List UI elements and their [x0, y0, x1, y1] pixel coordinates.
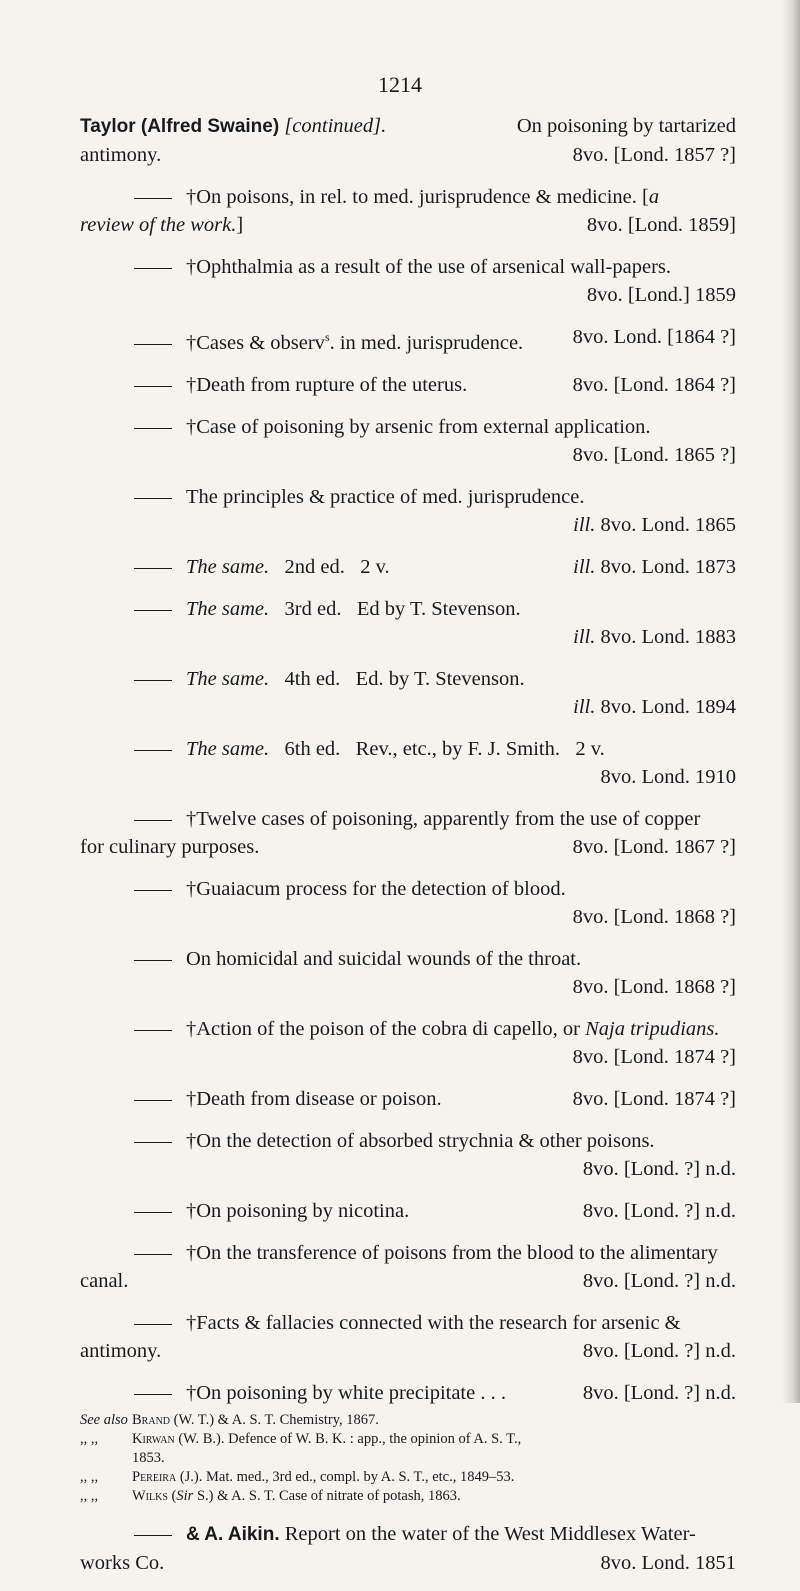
- ditto-dash: [134, 1535, 172, 1536]
- entry-imprint: 8vo. [Lond. ?] n.d.: [582, 1339, 736, 1362]
- entry-edition: 2nd ed. 2 v.: [284, 555, 390, 578]
- entry-imprint: 8vo. [Lond. ?] n.d.: [582, 1269, 736, 1292]
- ditto-dash: [134, 1212, 172, 1213]
- entry-14: [80, 1015, 736, 1071]
- see-also-row: [80, 1468, 736, 1487]
- ditto-dash: [134, 498, 172, 499]
- entry-title-cont: antimony.: [80, 1339, 162, 1362]
- continued-note: [continued].: [284, 115, 387, 137]
- entry-imprint: 8vo. [Lond. ?] n.d.: [582, 1381, 736, 1404]
- entry-title: †On poisoning by nicotina.: [186, 1199, 410, 1222]
- entry-8: [80, 595, 736, 651]
- entry-title-italic: review of the work.: [80, 214, 237, 236]
- entry-title-cont: . in med. jurisprudence.: [329, 331, 524, 354]
- entry-imprint: 8vo. Lond. 1851: [600, 1551, 736, 1574]
- entry-bracket: ]: [236, 214, 244, 236]
- entry-imprint: 8vo. [Lond. 1874 ?]: [572, 1087, 736, 1110]
- entry-imprint: 8vo. [Lond. 1874 ?]: [572, 1045, 736, 1068]
- entry-title: On poisoning by tartarized: [516, 115, 736, 137]
- ditto-dash: [134, 344, 172, 345]
- entry-title-cont: works Co.: [80, 1551, 165, 1574]
- ref-name: Kirwan: [132, 1430, 175, 1447]
- entry-9: [80, 665, 736, 721]
- entry-same: The same.: [186, 667, 270, 690]
- entry-11: [80, 805, 736, 861]
- ref-title: Sir: [176, 1487, 194, 1504]
- entry-superscript: s: [324, 330, 330, 344]
- entry-6: [80, 483, 736, 539]
- see-also-row: [80, 1411, 736, 1430]
- ditto-dash: [134, 268, 172, 269]
- entry-imprint: 8vo. [Lond. 1859]: [586, 214, 736, 236]
- entry-title: †Action of the poison of the cobra di capello, or: [186, 1017, 586, 1040]
- ditto-dash: [134, 820, 172, 821]
- see-also-row: [80, 1430, 736, 1449]
- entry-title: †Facts & fallacies connected with the research for arsenic &: [186, 1311, 681, 1334]
- ref-paren: (: [167, 1487, 177, 1504]
- entry-10: [80, 735, 736, 791]
- entry-title: †On the detection of absorbed strychnia & other poisons.: [186, 1129, 655, 1152]
- entry-title-italic: a: [648, 186, 660, 208]
- entry-title: On homicidal and suicidal wounds of the throat.: [186, 947, 582, 970]
- ref-name: Brand: [132, 1411, 171, 1428]
- entry-title: †Death from disease or poison.: [186, 1087, 442, 1110]
- entry-same: The same.: [186, 737, 270, 760]
- entry-title: †Guaiacum process for the detection of blood.: [186, 877, 566, 900]
- entry-title-cont: canal.: [80, 1269, 129, 1292]
- entry-title: †Case of poisoning by arsenic from external application.: [186, 415, 651, 438]
- page-number: 1214: [378, 72, 422, 97]
- entry-imprint: 8vo. [Lond. 1868 ?]: [572, 905, 736, 928]
- ditto-dash: [134, 386, 172, 387]
- entry-imprint: 8vo. [Lond. 1865 ?]: [572, 443, 736, 466]
- see-also-row-cont: 1853.: [132, 1449, 165, 1466]
- entry-16: [80, 1127, 736, 1183]
- entry-title: The principles & practice of med. jurisprudence.: [186, 485, 585, 508]
- entry-ill: ill.: [573, 695, 596, 718]
- ditto-dash: [134, 1324, 172, 1325]
- entry-0: [80, 112, 736, 169]
- entry-12: [80, 875, 736, 931]
- entry-ill: ill.: [573, 513, 596, 536]
- entry-title-cont: for culinary purposes.: [80, 835, 260, 858]
- ditto-dash: [134, 610, 172, 611]
- bibliography-text: [80, 112, 736, 1591]
- see-also-block: [80, 1411, 736, 1506]
- entry-edition: 4th ed. Ed. by T. Stevenson.: [284, 667, 525, 690]
- entry-4: [80, 371, 736, 399]
- ditto-dash: [134, 960, 172, 961]
- entry-2: [80, 253, 736, 309]
- entry-imprint: 8vo. [Lond. ?] n.d.: [582, 1157, 736, 1180]
- entry-3: [80, 323, 736, 357]
- ditto-dash: [134, 428, 172, 429]
- entry-title: Report on the water of the West Middlesex Water-: [284, 1522, 696, 1545]
- entry-18: [80, 1239, 736, 1295]
- entry-same: The same.: [186, 597, 270, 620]
- ditto-dash: [134, 1100, 172, 1101]
- ditto-dash: [134, 890, 172, 891]
- entry-imprint: 8vo. [Lond. 1867 ?]: [572, 835, 736, 858]
- entry-imprint: 8vo. Lond. 1894: [600, 695, 736, 718]
- entry-imprint: 8vo. [Lond. 1864 ?]: [572, 373, 736, 396]
- entry-15: [80, 1085, 736, 1113]
- entry-1: [80, 183, 736, 239]
- entry-imprint: 8vo. Lond. 1910: [600, 765, 736, 788]
- ditto-marks: ,, ,,: [80, 1468, 99, 1485]
- entry-title: †Twelve cases of poisoning, apparently from the use of copper: [186, 807, 701, 830]
- entry-imprint: 8vo. [Lond.] 1859: [586, 284, 736, 306]
- ditto-marks: ,, ,,: [80, 1430, 99, 1447]
- ditto-dash: [134, 1394, 172, 1395]
- entry-title-italic: Naja tripudians.: [585, 1017, 720, 1040]
- entry-title: †Death from rupture of the uterus.: [186, 373, 468, 396]
- ditto-dash: [134, 568, 172, 569]
- ref-text: S.) & A. S. T. Case of nitrate of potash, 1863.: [193, 1487, 461, 1504]
- ref-text: (J.). Mat. med., 3rd ed., compl. by A. S. T., etc., 1849–53.: [176, 1468, 515, 1485]
- entry-title: †On the transference of poisons from the blood to the alimentary: [186, 1241, 718, 1264]
- entry-edition: 3rd ed. Ed by T. Stevenson.: [284, 597, 521, 620]
- entry-imprint: 8vo. Lond. [1864 ?]: [572, 326, 736, 348]
- entry-17: [80, 1197, 736, 1225]
- ditto-dash: [134, 198, 172, 199]
- entry-imprint: 8vo. [Lond. ?] n.d.: [582, 1199, 736, 1222]
- entry-19: [80, 1309, 736, 1365]
- entry-same: The same.: [186, 555, 270, 578]
- see-also-label: See also: [80, 1411, 128, 1428]
- author-heading: Taylor (Alfred Swaine): [80, 116, 280, 137]
- ditto-dash: [134, 1030, 172, 1031]
- entry-ill: ill.: [573, 625, 596, 648]
- entry-title: †On poisons, in rel. to med. jurisprudence & medicine. [: [186, 186, 649, 208]
- entry-imprint: 8vo. Lond. 1865: [600, 513, 736, 536]
- entry-title-cont: antimony.: [80, 144, 162, 166]
- entry-ill: ill.: [573, 555, 596, 578]
- ref-name: Wilks: [132, 1487, 168, 1504]
- see-also-row: [80, 1487, 736, 1506]
- entry-title: †Cases & observ: [186, 331, 325, 354]
- entry-title: †On poisoning by white precipitate . . .: [186, 1381, 506, 1404]
- entry-imprint: 8vo. Lond. 1873: [600, 555, 736, 578]
- ditto-dash: [134, 750, 172, 751]
- entry-imprint: 8vo. [Lond. 1857 ?]: [572, 144, 736, 166]
- ditto-dash: [134, 1254, 172, 1255]
- entry-title: †Ophthalmia as a result of the use of arsenical wall-papers.: [186, 256, 671, 278]
- entry-13: [80, 945, 736, 1001]
- coauthor-heading: & A. Aikin.: [186, 1523, 280, 1545]
- entry-last: [80, 1520, 736, 1577]
- ditto-dash: [134, 680, 172, 681]
- ref-name: Pereira: [132, 1468, 177, 1485]
- entry-7: [80, 553, 736, 581]
- ref-text: (W. T.) & A. S. T. Chemistry, 1867.: [170, 1411, 379, 1428]
- entry-imprint: 8vo. [Lond. 1868 ?]: [572, 975, 736, 998]
- entry-edition: 6th ed. Rev., etc., by F. J. Smith. 2 v.: [284, 737, 605, 760]
- entry-5: [80, 413, 736, 469]
- page-edge-shadow: [782, 0, 800, 1403]
- ditto-marks: ,, ,,: [80, 1487, 99, 1504]
- ref-text: (W. B.). Defence of W. B. K. : app., the opinion of A. S. T.,: [174, 1430, 522, 1447]
- ditto-dash: [134, 1142, 172, 1143]
- entry-imprint: 8vo. Lond. 1883: [600, 625, 736, 648]
